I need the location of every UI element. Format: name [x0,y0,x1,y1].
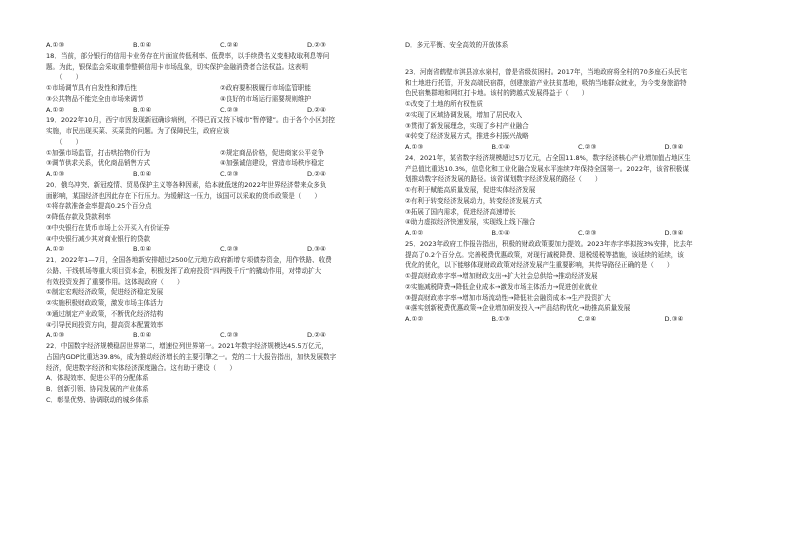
q21-stem-line: 公路、干线机场等重大项目资本金，积极发挥了政府投资“四两拨千斤”的撬动作用，对带动扩大 [46,266,322,275]
q21-item: ②实施积极财政政策，激发市场主体活力 [46,299,164,307]
q19-item-1: ①加强市场监管，打击哄抬物价行为 [46,148,151,157]
q18-answer-blank: （ ） [56,73,83,82]
q23-options [405,142,751,153]
q22-option-a[interactable]: A．体现效率、促进公平的分配体系 [46,374,149,383]
q21-stem-line: 21．2022年1—7月，全国各地新安排超过2500亿元地方政府新增专项债券资金，用作铁路、收费 [46,256,332,264]
question-24 [405,153,751,239]
q19-item-2: ②规定商品价格，促进商家公平竞争 [220,148,325,157]
q20-stem-line: 20．俄乌冲突、新冠疫情、贸易保护主义等各种因素，给本就低迷的2022年世界经济带来众多负 [46,180,327,189]
q24-stem-line: 产总值比重达10.3%，信息化和工业化融合发展水平连续7年保持全国第一。2022年，该省积极谋 [405,164,689,173]
q23-option-b[interactable]: B.①④ [491,143,510,151]
q18-items-row [46,83,394,94]
q21-stem-line: 有效投资发挥了重要作用。这体现政府（ ） [46,277,184,286]
q18-options [46,105,394,116]
q22-stem-line: 22．中国数字经济规模稳居世界第二，增速位列世界第一。2021年数字经济规模达45.5万亿元， [46,342,328,350]
q24-item: ①有利于赋能高质量发展，促进实体经济发展 [405,186,536,194]
q22-option-b[interactable]: B．创新引领、协同发展的产业体系 [46,385,149,393]
q25-stem-line: 提高了0.2个百分点。完善税费优惠政策，对现行减税降费、退税缓税等措施，该延续的延续，该 [405,250,684,259]
q23-item: ④转变了经济发展方式，推进乡村振兴战略 [405,132,529,141]
q19-stem-line: 实施，市民出现买菜、买菜贵的问题。为了保障民生，政府应该 [46,127,230,135]
q18-stem-line: 18．当前，部分银行的信用卡业务存在片面宣传低利率、低费率，以手续费名义变相收取利息等问 [46,51,330,60]
q22-stem-line: 经济，促进数字经济和实体经济深度融合。这有助于建设（ ） [46,363,236,372]
q22-option-d[interactable]: D．多元平衡、安全高效的开放体系 [405,41,509,49]
q25-option-b[interactable]: B.①③ [491,315,510,323]
q23-option-d[interactable]: D.③④ [664,143,684,151]
q18-option-b[interactable]: B.①④ [133,105,152,114]
q25-item: ④落实创新税费优惠政策→企业增加研发投入→产品结构优化→助推高质量发展 [405,304,631,313]
q19-stem-line: 19．2022年10月，西宁市因发现新冠确诊病例，不得已而又按下城市“暂停键”。由于各个小区封控 [46,116,335,125]
q19-option-d[interactable]: D.②④ [307,170,326,178]
q19-items-row [46,148,394,159]
q19-items-row [46,158,394,169]
q25-option-a[interactable]: A.①② [405,315,424,323]
question-25 [405,239,751,325]
q24-option-d[interactable]: D.③④ [664,229,684,237]
q20-option-b[interactable]: B.①④ [133,245,152,254]
question-19 [46,115,394,180]
q24-option-c[interactable]: C.②③ [578,229,597,237]
q21-option-b[interactable]: B.①④ [133,331,152,340]
q20-stem-line: 面影响，某国经济也因此存在下行压力。为缓解这一压力，该国可以采取的货币政策是（ ） [46,191,321,200]
q25-item: ②实施减税降费→降低企业成本→激发市场主体活力→促进创业就业 [405,282,598,291]
q17-option-c[interactable]: C.②④ [220,41,239,49]
q24-item: ④助力虚拟经济快速发展，实现线上线下融合 [405,218,536,227]
q20-options [46,244,394,255]
q23-stem-line: 色民宿集群地和网红打卡地。该村的跨越式发展得益于（ ） [405,89,589,98]
right-column [405,40,751,325]
q17-option-b[interactable]: B.①④ [133,41,152,49]
q21-option-d[interactable]: D.②④ [307,331,326,340]
q24-item: ②有利于转变经济发展动力，转变经济发展方式 [405,196,542,205]
q24-option-b[interactable]: B.①④ [491,229,510,237]
q23-stem-line: 和土地进行托管，开发高端民宿群，创建旅游产业扶贫基地，吸纳当地群众就业，为今变身旅游特 [405,78,687,87]
q18-item-1: ①市场调节具有自发性和滞后性 [46,84,137,92]
q18-option-a[interactable]: A.①② [46,105,65,114]
q20-option-a[interactable]: A.①② [46,245,65,254]
q20-item: ③中央银行在货币市场上公开买入有价证券 [46,223,170,232]
q21-item: ①制定宏观经济政策，促进经济稳定发展 [46,288,164,297]
q25-item: ①提高财政赤字率→增加财政支出→扩大社会总供给→推动经济发展 [405,272,598,280]
question-20 [46,180,394,255]
q19-item-3: ③调节供求关系，优化商品销售方式 [46,159,151,168]
q21-options [46,330,394,341]
question-22 [46,341,394,406]
q23-item: ②实现了区域协调发展，增加了居民收入 [405,110,523,119]
q21-option-c[interactable]: C.②③ [220,331,239,340]
q25-stem-line: 25．2023年政府工作报告指出，积极的财政政策要加力提效。2023年赤字率拟按3%安排，比去年 [405,239,693,248]
q21-item: ③通过制定产业政策，不断优化经济结构 [46,309,164,318]
question-21 [46,255,394,341]
q20-option-d[interactable]: D.③④ [307,245,326,254]
q24-stem-line: 划推动数字经济发展的路径。该省谋划数字经济发展的路径（ ） [405,175,602,184]
q25-options [405,314,751,325]
q18-option-c[interactable]: C.②③ [220,105,239,114]
question-23 [405,67,751,153]
q18-item-3: ③公共物品不能完全由市场来调节 [46,94,144,103]
q25-option-c[interactable]: C.②④ [578,315,597,323]
q18-stem-line: 题。为此，银保监会采取重拳整顿信用卡市场乱象，切实保护金融消费者合法权益。这表明 [46,62,308,71]
q25-stem-line: 优化的优化，以下能够体现财政政策对经济发展产生重要影响，其传导路径正确的是（ ） [405,261,674,270]
q20-item: ②降低存款及贷款利率 [46,213,111,221]
q23-item: ③贯彻了新发展理念，实现了乡村产业融合 [405,121,529,130]
q19-option-a[interactable]: A.①③ [46,170,65,178]
q24-stem-line: 24．2021年，某省数字经济规模超过5万亿元，占全国11.8%，数字经济核心产业增加值占地区生 [405,153,691,162]
question-18 [46,51,394,116]
left-column [46,40,394,406]
q19-options [46,169,394,180]
q21-item: ④引导民间投资方向，提高资本配置效率 [46,320,164,329]
q17-options [46,40,394,51]
q18-item-4: ④良好的市场运行需要规则维护 [220,94,311,103]
q17-option-d[interactable]: D.②③ [307,41,326,49]
q18-items-row [46,94,394,105]
q22-stem-line: 占国内GDP比重达39.8%，成为推动经济增长的主要引擎之一。党的二十大报告指出，加快发展数字 [46,352,337,361]
q20-option-c[interactable]: C.②③ [220,245,239,254]
q19-item-4: ④加强诚信建设，营造市场秩序稳定 [220,159,325,168]
q23-option-a[interactable]: A.①③ [405,143,424,151]
q24-option-a[interactable]: A.①② [405,229,424,237]
q24-options [405,228,751,239]
q18-item-2: ②政府要积极履行市场监管职能 [220,84,311,92]
q21-option-a[interactable]: A.①③ [46,331,65,340]
q18-option-d[interactable]: D.②④ [307,105,326,114]
q22-option-c[interactable]: C．彰显优势、协调联动的城乡体系 [46,395,149,404]
q24-item: ③拓展了国内需求，促进经济高速增长 [405,207,516,216]
q19-option-b[interactable]: B.①④ [133,170,152,178]
q25-option-d[interactable]: D.③④ [664,315,684,323]
q23-stem-line: 23．河南省鹤壁市淇县凉水泉村，曾是省级贫困村。2017年，当地政府将全村的70多座石头民宅 [405,67,688,76]
q19-option-c[interactable]: C.②③ [220,170,239,178]
q20-item: ①将存款准备金率提高0.25个百分点 [46,202,152,211]
q20-item: ④中央银行减少其对商业银行的贷款 [46,234,151,243]
q25-item: ③提高财政赤字率→增加市场流动性→降低社会融资成本→生产投资扩大 [405,293,611,302]
q23-option-c[interactable]: C.②③ [578,143,597,151]
q23-item: ①改变了土地的所有权性质 [405,100,483,108]
q19-answer-blank: （ ） [56,137,83,146]
q17-option-a[interactable]: A.①③ [46,41,65,49]
